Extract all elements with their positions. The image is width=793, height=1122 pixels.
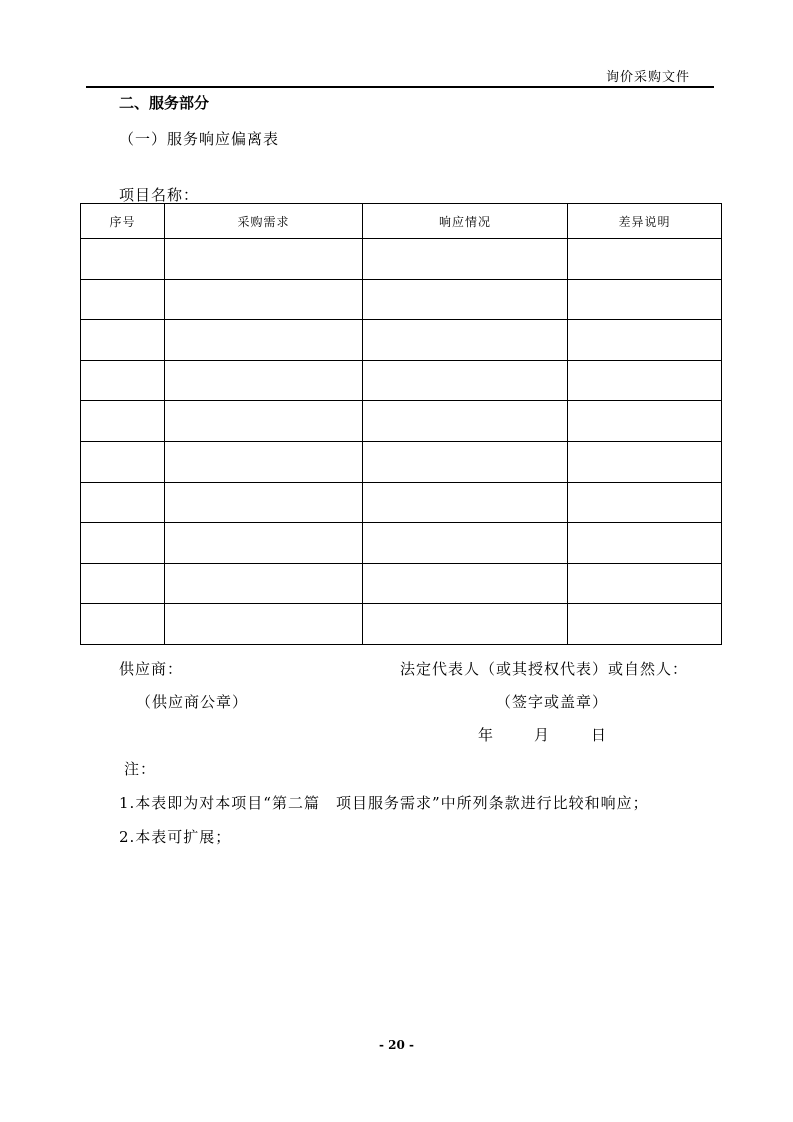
table-header-row <box>81 204 722 239</box>
column-header-difference: 差异说明 <box>568 204 722 239</box>
note-item: 2.本表可扩展； <box>119 828 232 846</box>
date-day: 日 <box>591 726 608 744</box>
legal-rep-label: 法定代表人（或其授权代表）或自然人： <box>400 660 689 678</box>
cell-seq <box>81 604 165 645</box>
cell-requirement <box>165 360 363 401</box>
cell-difference <box>568 563 722 604</box>
cell-difference <box>568 401 722 442</box>
cell-requirement <box>165 401 363 442</box>
column-header-requirement: 采购需求 <box>165 204 363 239</box>
cell-response <box>363 604 568 645</box>
project-name-label: 项目名称： <box>119 186 200 204</box>
cell-seq <box>81 482 165 523</box>
cell-seq <box>81 401 165 442</box>
cell-requirement <box>165 320 363 361</box>
table-row <box>81 279 722 320</box>
cell-requirement <box>165 239 363 280</box>
cell-response <box>363 482 568 523</box>
cell-requirement <box>165 563 363 604</box>
notes-label: 注： <box>124 760 157 778</box>
cell-response <box>363 360 568 401</box>
date-year: 年 <box>478 726 495 744</box>
supplier-label: 供应商： <box>119 660 184 678</box>
cell-difference <box>568 482 722 523</box>
cell-difference <box>568 279 722 320</box>
table-row <box>81 563 722 604</box>
cell-seq <box>81 441 165 482</box>
cell-response <box>363 441 568 482</box>
table-row <box>81 320 722 361</box>
cell-response <box>363 239 568 280</box>
table-row <box>81 401 722 442</box>
cell-response <box>363 320 568 361</box>
cell-requirement <box>165 279 363 320</box>
header-rule <box>86 86 714 88</box>
column-header-response: 响应情况 <box>363 204 568 239</box>
cell-response <box>363 279 568 320</box>
cell-seq <box>81 523 165 564</box>
cell-seq <box>81 563 165 604</box>
cell-requirement <box>165 441 363 482</box>
note-item: 1.本表即为对本项目“第二篇 项目服务需求”中所列条款进行比较和响应； <box>119 794 649 812</box>
cell-difference <box>568 320 722 361</box>
cell-difference <box>568 523 722 564</box>
cell-requirement <box>165 604 363 645</box>
header-title: 询价采购文件 <box>605 70 690 85</box>
section-title: 二、服务部分 <box>119 94 210 112</box>
deviation-table <box>80 203 722 645</box>
supplier-seal: （供应商公章） <box>136 693 249 711</box>
cell-seq <box>81 239 165 280</box>
cell-seq <box>81 279 165 320</box>
table-row <box>81 523 722 564</box>
table-row <box>81 441 722 482</box>
cell-requirement <box>165 523 363 564</box>
cell-response <box>363 563 568 604</box>
cell-seq <box>81 320 165 361</box>
cell-difference <box>568 604 722 645</box>
page-number: - 20 - <box>378 1038 414 1052</box>
date-month: 月 <box>534 726 551 744</box>
table-row <box>81 360 722 401</box>
cell-requirement <box>165 482 363 523</box>
column-header-seq: 序号 <box>81 204 165 239</box>
table-row <box>81 604 722 645</box>
table-row <box>81 482 722 523</box>
table-row <box>81 239 722 280</box>
cell-difference <box>568 441 722 482</box>
cell-difference <box>568 239 722 280</box>
sub-title: （一）服务响应偏离表 <box>119 130 280 148</box>
cell-response <box>363 401 568 442</box>
cell-seq <box>81 360 165 401</box>
sign-or-seal: （签字或盖章） <box>496 693 609 711</box>
cell-difference <box>568 360 722 401</box>
cell-response <box>363 523 568 564</box>
